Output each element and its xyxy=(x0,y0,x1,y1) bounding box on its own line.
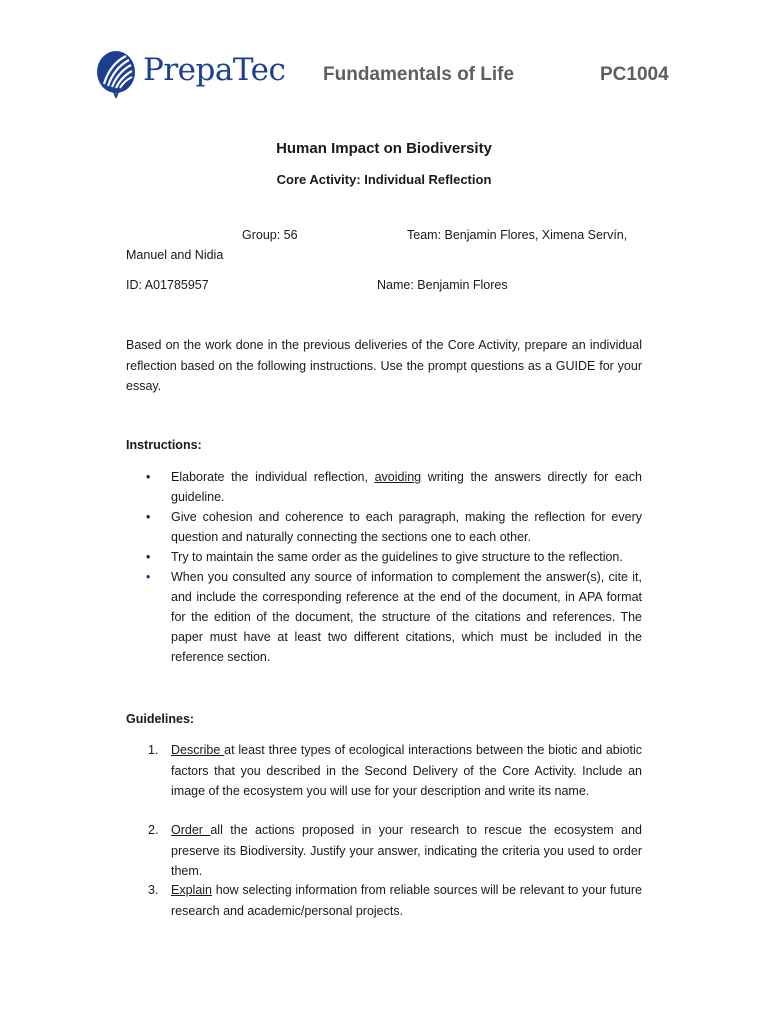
guideline-item: 2. Order all the actions proposed in your research to rescue the ecosystem and preserve its Biodiversity. Justify your answer, indicating the criteria you used to order them. xyxy=(171,820,642,882)
instructions-list xyxy=(146,467,643,667)
list-item: • Give cohesion and coherence to each paragraph, making the reflection for every question and naturally connecting the sections one to each other. xyxy=(171,507,642,547)
guideline-item: 1. Describe at least three types of ecological interactions between the biotic and abiotic factors that you described in the Second Delivery of the Core Activity. Include an image of the ecosystem you will use for your description and write its name. xyxy=(171,740,642,802)
item-number: 3. xyxy=(148,883,159,897)
team-members-continued: Manuel and Nidia xyxy=(126,248,224,262)
course-name: Fundamentals of Life xyxy=(323,64,515,85)
instructions-heading: Instructions: xyxy=(126,438,202,452)
student-id: ID: A01785957 xyxy=(126,278,209,292)
student-name: Name: Benjamin Flores xyxy=(377,278,508,292)
emphasis: Order xyxy=(171,823,211,837)
bullet-icon: • xyxy=(146,550,151,564)
course-code: PC1004 xyxy=(600,64,669,85)
document-title: Human Impact on Biodiversity xyxy=(276,140,492,157)
document-subtitle: Core Activity: Individual Reflection xyxy=(276,172,492,187)
bullet-icon: • xyxy=(146,470,151,484)
bullet-icon: • xyxy=(146,510,151,524)
list-item: • Try to maintain the same order as the guidelines to give structure to the reflection. xyxy=(171,547,642,567)
group-number: Group: 56 xyxy=(242,228,298,242)
item-number: 2. xyxy=(148,823,159,837)
emphasis: Explain xyxy=(171,883,212,897)
guideline-item: 3. Explain how selecting information from reliable sources will be relevant to your future research and academic/personal projects. xyxy=(171,880,642,921)
team-members: Team: Benjamin Flores, Ximena Servín, xyxy=(407,228,628,242)
emphasis: Describe xyxy=(171,743,225,757)
item-number: 1. xyxy=(148,743,159,757)
guidelines-heading: Guidelines: xyxy=(126,712,195,726)
bullet-icon: • xyxy=(146,570,151,584)
list-item: • When you consulted any source of information to complement the answer(s), cite it, and include the corresponding reference at the end of the document, in APA format for the edition of the document, the structure of the citations and references. The paper must have at least two different citations, which must be included in the reference section. xyxy=(171,567,642,667)
brand-name: PrepaTec xyxy=(143,52,286,88)
prepatec-logo-icon xyxy=(96,50,140,98)
emphasis: avoiding xyxy=(374,470,422,484)
list-item: • Elaborate the individual reflection, avoiding writing the answers directly for each guideline. xyxy=(171,467,642,507)
intro-paragraph: Based on the work done in the previous deliveries of the Core Activity, prepare an individual reflection based on the following instructions. Use the prompt questions as a GUIDE for your essay. xyxy=(126,338,642,393)
